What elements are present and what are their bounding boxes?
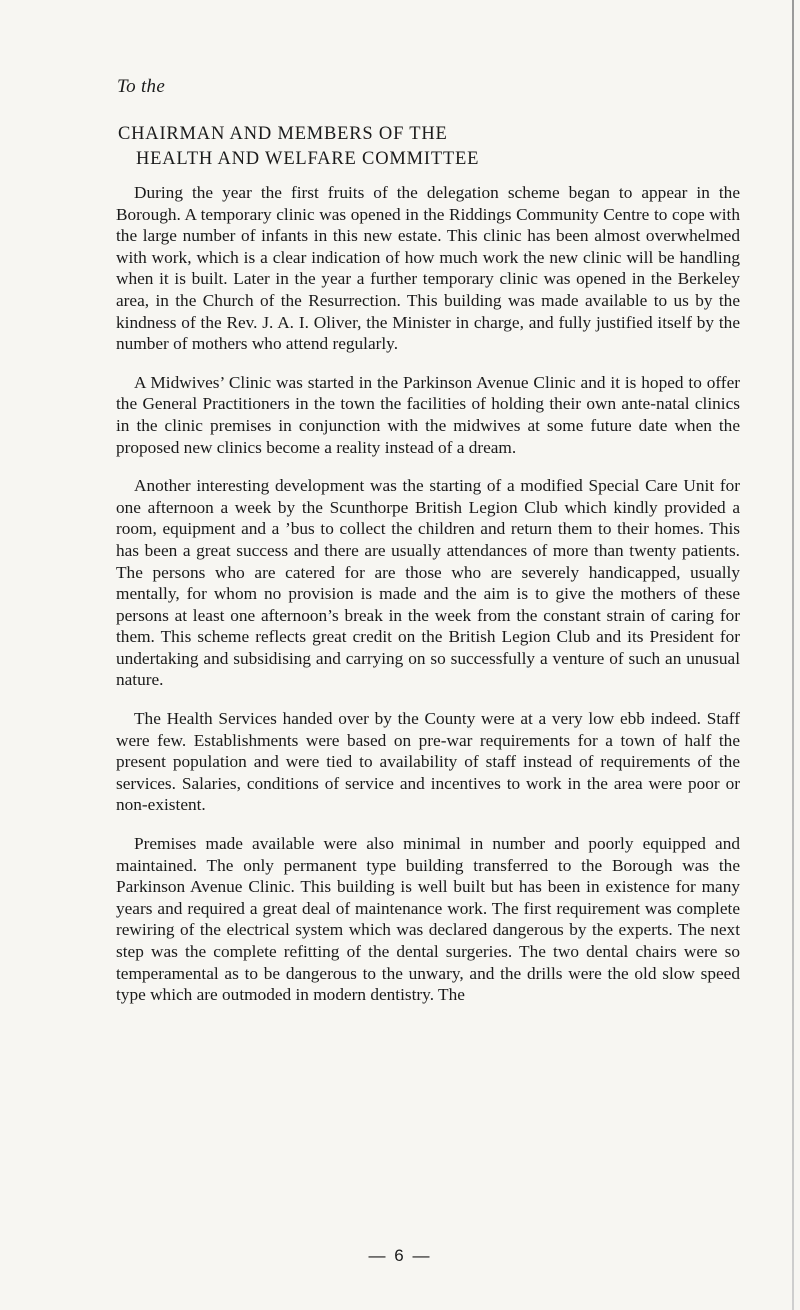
heading-line-1: CHAIRMAN AND MEMBERS OF THE: [118, 124, 448, 144]
paragraph: During the year the first fruits of the delegation scheme began to appear in the Borough. A temporary clinic was opened in the Riddings Community Centre to cope with the large number of infants in this new estate. This clinic has been almost overwhelmed with work, which is a clear indication of how much work the new clinic will be handling when it is built. Later in the year a further temporary clinic was opened in the Berkeley area, in the Church of the Resurrection. This building was made available to us by the kindness of the Rev. J. A. I. Oliver, the Minister in charge, and fully justified itself by the number of mothers who attend regularly.: [116, 183, 740, 354]
addressee-heading: [118, 122, 738, 172]
paragraph: Premises made available were also minimal in number and poorly equipped and maintained. The only permanent type building transferred to the Borough was the Parkinson Avenue Clinic. This building is well built but has been in existence for many years and required a great deal of maintenance work. The first requirement was complete rewiring of the electrical system which was declared dangerous by the experts. The next step was the complete refitting of the dental surgeries. The two dental chairs were so temperamental as to be dangerous to the unwary, and the drills were the old slow speed type which are outmoded in modern dentistry. The: [116, 834, 740, 1005]
body-text: [116, 182, 740, 1023]
heading-line-2: HEALTH AND WELFARE COMMITTEE: [136, 149, 480, 169]
paragraph: A Midwives’ Clinic was started in the Parkinson Avenue Clinic and it is hoped to offer the General Practitioners in the town the facilities of holding their own ante-natal clinics in the clinic premises in conjunction with the midwives at some future date when the proposed new clinics become a reality instead of a dream.: [116, 372, 740, 457]
salutation: To the: [117, 76, 166, 97]
paragraph: The Health Services handed over by the County were at a very low ebb indeed. Staff were few. Establishments were based on pre-war requirements for a town of half the present population and were tied to availability of staff instead of requirements of the services. Salaries, conditions of service and incentives to work in the area were poor or non-existent.: [116, 709, 740, 815]
paragraph: Another interesting development was the starting of a modified Special Care Unit for one afternoon a week by the Scunthorpe British Legion Club which kindly provided a room, equipment and a ’bus to collect the children and return them to their homes. This has been a great success and there are usually attendances of more than twenty patients. The persons who are catered for are those who are severely handicapped, usually mentally, for whom no provision is made and the aim is to give the mothers of these persons at least one afternoon’s break in the week from the constant strain of caring for them. This scheme reflects great credit on the British Legion Club and its President for undertaking and subsidising and carrying on so successfully a venture of such an unusual nature.: [116, 476, 740, 690]
page-edge-divider: [792, 0, 794, 1310]
page-number: — 6 —: [368, 1246, 432, 1265]
